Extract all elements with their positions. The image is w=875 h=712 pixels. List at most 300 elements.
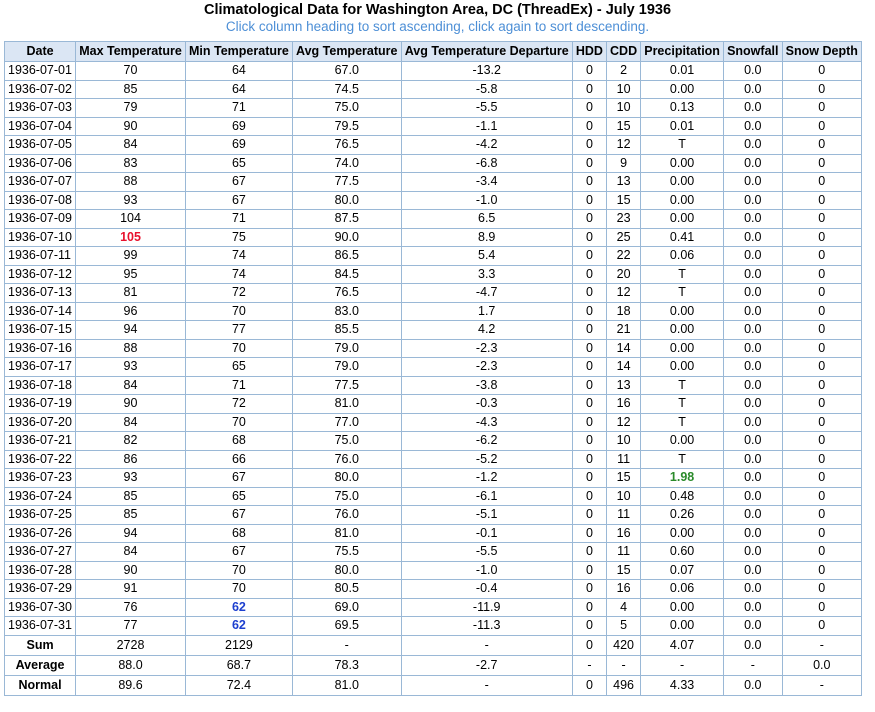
cell-avg-temperature-departure: -11.9 xyxy=(401,598,572,617)
cell-avg-temperature-departure: - xyxy=(401,675,572,695)
cell-avg-temperature-departure: -3.8 xyxy=(401,376,572,395)
table-row xyxy=(5,154,862,173)
table-row xyxy=(5,413,862,432)
cell-date: 1936-07-23 xyxy=(5,469,76,488)
cell-date: 1936-07-07 xyxy=(5,173,76,192)
cell-snowfall: 0.0 xyxy=(724,635,783,655)
cell-min-temperature: 65 xyxy=(185,358,292,377)
cell-avg-temperature-departure: 3.3 xyxy=(401,265,572,284)
cell-hdd: 0 xyxy=(572,395,606,414)
column-header-snowfall[interactable]: Snowfall xyxy=(724,42,783,62)
cell-precipitation: T xyxy=(641,450,724,469)
cell-avg-temperature-departure: -1.0 xyxy=(401,191,572,210)
table-row xyxy=(5,99,862,118)
cell-cdd: 10 xyxy=(607,432,641,451)
cell-cdd: 16 xyxy=(607,580,641,599)
cell-cdd: 10 xyxy=(607,80,641,99)
cell-snowfall: 0.0 xyxy=(724,191,783,210)
cell-snow-depth: 0 xyxy=(782,358,861,377)
cell-date: 1936-07-28 xyxy=(5,561,76,580)
cell-cdd: 10 xyxy=(607,99,641,118)
cell-snow-depth: 0 xyxy=(782,265,861,284)
table-row xyxy=(5,265,862,284)
table-row xyxy=(5,450,862,469)
cell-max-temperature: 96 xyxy=(76,302,186,321)
cell-max-temperature: 89.6 xyxy=(76,675,186,695)
cell-precipitation: T xyxy=(641,265,724,284)
cell-hdd: 0 xyxy=(572,376,606,395)
table-row xyxy=(5,247,862,266)
table-row xyxy=(5,617,862,636)
cell-cdd: 12 xyxy=(607,284,641,303)
cell-date: 1936-07-08 xyxy=(5,191,76,210)
table-row xyxy=(5,210,862,229)
cell-min-temperature: 71 xyxy=(185,210,292,229)
cell-date: 1936-07-11 xyxy=(5,247,76,266)
cell-snow-depth: 0 xyxy=(782,580,861,599)
cell-snow-depth: - xyxy=(782,675,861,695)
cell-precipitation: 0.00 xyxy=(641,321,724,340)
table-row xyxy=(5,173,862,192)
cell-avg-temperature: 81.0 xyxy=(292,395,401,414)
cell-precipitation: 0.00 xyxy=(641,191,724,210)
cell-avg-temperature-departure: -5.1 xyxy=(401,506,572,525)
cell-date: 1936-07-04 xyxy=(5,117,76,136)
cell-hdd: 0 xyxy=(572,80,606,99)
cell-snowfall: 0.0 xyxy=(724,302,783,321)
cell-min-temperature: 2129 xyxy=(185,635,292,655)
cell-snow-depth: 0 xyxy=(782,376,861,395)
table-body xyxy=(5,62,862,696)
cell-precipitation: 0.00 xyxy=(641,358,724,377)
cell-avg-temperature-departure: -2.3 xyxy=(401,358,572,377)
cell-date: 1936-07-31 xyxy=(5,617,76,636)
cell-cdd: 21 xyxy=(607,321,641,340)
cell-snowfall: 0.0 xyxy=(724,284,783,303)
cell-max-temperature: 93 xyxy=(76,469,186,488)
cell-cdd: 9 xyxy=(607,154,641,173)
cell-min-temperature: 67 xyxy=(185,469,292,488)
cell-min-temperature: 71 xyxy=(185,99,292,118)
cell-avg-temperature-departure: -1.2 xyxy=(401,469,572,488)
cell-min-temperature xyxy=(185,598,292,617)
cell-cdd: 13 xyxy=(607,376,641,395)
cell-min-temperature: 64 xyxy=(185,62,292,81)
cell-avg-temperature: 79.5 xyxy=(292,117,401,136)
cell-avg-temperature: 86.5 xyxy=(292,247,401,266)
cell-cdd: 15 xyxy=(607,561,641,580)
column-header-precipitation[interactable]: Precipitation xyxy=(641,42,724,62)
cell-avg-temperature: 76.0 xyxy=(292,450,401,469)
cell-avg-temperature: 75.0 xyxy=(292,99,401,118)
cell-avg-temperature-departure: - xyxy=(401,635,572,655)
cell-avg-temperature: 75.0 xyxy=(292,487,401,506)
header-row xyxy=(5,42,862,62)
cell-snowfall: 0.0 xyxy=(724,561,783,580)
average-row xyxy=(5,655,862,675)
cell-hdd: 0 xyxy=(572,265,606,284)
cell-date: 1936-07-16 xyxy=(5,339,76,358)
cell-hdd: 0 xyxy=(572,247,606,266)
climate-data-table xyxy=(4,41,862,696)
cell-min-temperature: 67 xyxy=(185,173,292,192)
cell-avg-temperature-departure: -5.8 xyxy=(401,80,572,99)
cell-avg-temperature-departure: -0.3 xyxy=(401,395,572,414)
cell-cdd: 16 xyxy=(607,395,641,414)
cell-snowfall: 0.0 xyxy=(724,247,783,266)
cell-hdd: 0 xyxy=(572,506,606,525)
cell-hdd: 0 xyxy=(572,524,606,543)
cell-cdd: 12 xyxy=(607,136,641,155)
cell-avg-temperature-departure: -4.7 xyxy=(401,284,572,303)
cell-avg-temperature: 79.0 xyxy=(292,339,401,358)
cell-snow-depth: 0 xyxy=(782,117,861,136)
cell-avg-temperature: 80.0 xyxy=(292,191,401,210)
cell-avg-temperature-departure: -0.4 xyxy=(401,580,572,599)
cell-avg-temperature: 79.0 xyxy=(292,358,401,377)
cell-hdd: 0 xyxy=(572,173,606,192)
record-precip-value: 1.98 xyxy=(669,470,695,485)
cell-max-temperature: 93 xyxy=(76,191,186,210)
cell-hdd: 0 xyxy=(572,543,606,562)
cell-hdd: 0 xyxy=(572,302,606,321)
cell-snow-depth: 0 xyxy=(782,561,861,580)
cell-precipitation: 0.01 xyxy=(641,62,724,81)
cell-snowfall: 0.0 xyxy=(724,487,783,506)
cell-snowfall: 0.0 xyxy=(724,80,783,99)
cell-date: 1936-07-13 xyxy=(5,284,76,303)
cell-min-temperature: 72.4 xyxy=(185,675,292,695)
cell-snowfall: 0.0 xyxy=(724,339,783,358)
cell-precipitation: T xyxy=(641,284,724,303)
cell-max-temperature: 84 xyxy=(76,413,186,432)
cell-max-temperature: 79 xyxy=(76,99,186,118)
cell-avg-temperature-departure: -5.2 xyxy=(401,450,572,469)
cell-precipitation: 0.60 xyxy=(641,543,724,562)
cell-cdd: 496 xyxy=(607,675,641,695)
cell-max-temperature: 99 xyxy=(76,247,186,266)
cell-date: 1936-07-19 xyxy=(5,395,76,414)
table-row xyxy=(5,191,862,210)
cell-snow-depth: 0 xyxy=(782,302,861,321)
table-row xyxy=(5,469,862,488)
cell-snow-depth: - xyxy=(782,635,861,655)
cell-precipitation: 0.41 xyxy=(641,228,724,247)
cell-avg-temperature-departure: -6.2 xyxy=(401,432,572,451)
cell-avg-temperature: 87.5 xyxy=(292,210,401,229)
cell-precipitation: 0.06 xyxy=(641,580,724,599)
cell-avg-temperature-departure: -6.8 xyxy=(401,154,572,173)
cell-snow-depth: 0 xyxy=(782,191,861,210)
cell-max-temperature: 76 xyxy=(76,598,186,617)
cell-precipitation: 0.00 xyxy=(641,302,724,321)
cell-avg-temperature-departure: 6.5 xyxy=(401,210,572,229)
cell-snow-depth: 0 xyxy=(782,506,861,525)
cell-avg-temperature: 67.0 xyxy=(292,62,401,81)
record-low-value: 62 xyxy=(231,618,246,633)
cell-date: 1936-07-22 xyxy=(5,450,76,469)
cell-date: 1936-07-24 xyxy=(5,487,76,506)
cell-date: 1936-07-17 xyxy=(5,358,76,377)
cell-hdd: 0 xyxy=(572,561,606,580)
cell-snowfall: 0.0 xyxy=(724,265,783,284)
cell-snowfall: 0.0 xyxy=(724,117,783,136)
cell-avg-temperature: 74.0 xyxy=(292,154,401,173)
cell-avg-temperature-departure: -2.7 xyxy=(401,655,572,675)
cell-hdd: 0 xyxy=(572,228,606,247)
cell-snowfall: 0.0 xyxy=(724,524,783,543)
cell-precipitation: 0.00 xyxy=(641,432,724,451)
cell-snowfall: 0.0 xyxy=(724,173,783,192)
cell-avg-temperature-departure: -5.5 xyxy=(401,99,572,118)
cell-cdd: 15 xyxy=(607,469,641,488)
cell-snowfall: 0.0 xyxy=(724,617,783,636)
cell-snowfall: 0.0 xyxy=(724,358,783,377)
table-row xyxy=(5,432,862,451)
cell-snow-depth: 0 xyxy=(782,339,861,358)
cell-max-temperature: 86 xyxy=(76,450,186,469)
cell-cdd: 23 xyxy=(607,210,641,229)
cell-date: 1936-07-30 xyxy=(5,598,76,617)
cell-snow-depth: 0 xyxy=(782,598,861,617)
cell-precipitation: 4.07 xyxy=(641,635,724,655)
column-header-snow-depth[interactable]: Snow Depth xyxy=(782,42,861,62)
cell-min-temperature: 68.7 xyxy=(185,655,292,675)
table-row xyxy=(5,339,862,358)
cell-min-temperature: 65 xyxy=(185,154,292,173)
column-header-min-temperature[interactable]: Min Temperature xyxy=(185,42,292,62)
summary-label: Average xyxy=(5,655,76,675)
cell-cdd: 18 xyxy=(607,302,641,321)
cell-precipitation: 0.26 xyxy=(641,506,724,525)
cell-avg-temperature-departure: 5.4 xyxy=(401,247,572,266)
cell-snow-depth: 0 xyxy=(782,173,861,192)
summary-label: Normal xyxy=(5,675,76,695)
cell-min-temperature: 66 xyxy=(185,450,292,469)
cell-min-temperature: 77 xyxy=(185,321,292,340)
cell-snow-depth: 0 xyxy=(782,62,861,81)
cell-avg-temperature-departure: 1.7 xyxy=(401,302,572,321)
cell-min-temperature: 70 xyxy=(185,561,292,580)
column-header-cdd[interactable]: CDD xyxy=(607,42,641,62)
cell-snowfall: 0.0 xyxy=(724,99,783,118)
cell-avg-temperature: 81.0 xyxy=(292,524,401,543)
cell-date: 1936-07-14 xyxy=(5,302,76,321)
summary-label: Sum xyxy=(5,635,76,655)
table-row xyxy=(5,524,862,543)
cell-date: 1936-07-25 xyxy=(5,506,76,525)
cell-cdd: 11 xyxy=(607,506,641,525)
cell-hdd: 0 xyxy=(572,284,606,303)
cell-max-temperature xyxy=(76,228,186,247)
cell-avg-temperature-departure: -5.5 xyxy=(401,543,572,562)
cell-cdd: 12 xyxy=(607,413,641,432)
cell-max-temperature: 84 xyxy=(76,136,186,155)
cell-snow-depth: 0 xyxy=(782,395,861,414)
cell-cdd: 14 xyxy=(607,339,641,358)
cell-snow-depth: 0 xyxy=(782,617,861,636)
cell-snowfall: 0.0 xyxy=(724,228,783,247)
sort-instructions: Click column heading to sort ascending, click again to sort descending. xyxy=(225,19,650,34)
cell-avg-temperature: 80.0 xyxy=(292,561,401,580)
cell-max-temperature: 85 xyxy=(76,487,186,506)
cell-precipitation: 0.48 xyxy=(641,487,724,506)
cell-avg-temperature: 77.5 xyxy=(292,376,401,395)
table-row xyxy=(5,598,862,617)
cell-date: 1936-07-02 xyxy=(5,80,76,99)
cell-max-temperature: 85 xyxy=(76,80,186,99)
table-row xyxy=(5,136,862,155)
cell-min-temperature: 72 xyxy=(185,284,292,303)
cell-avg-temperature-departure: -4.3 xyxy=(401,413,572,432)
cell-precipitation: T xyxy=(641,395,724,414)
column-header-max-temperature[interactable]: Max Temperature xyxy=(76,42,186,62)
table-row xyxy=(5,284,862,303)
table-row xyxy=(5,543,862,562)
cell-hdd: 0 xyxy=(572,358,606,377)
cell-min-temperature: 67 xyxy=(185,191,292,210)
cell-date: 1936-07-21 xyxy=(5,432,76,451)
cell-avg-temperature-departure: -4.2 xyxy=(401,136,572,155)
cell-cdd: 15 xyxy=(607,117,641,136)
cell-hdd: 0 xyxy=(572,413,606,432)
cell-avg-temperature: 84.5 xyxy=(292,265,401,284)
column-header-avg-temperature[interactable]: Avg Temperature xyxy=(292,42,401,62)
cell-avg-temperature: 80.0 xyxy=(292,469,401,488)
cell-hdd: 0 xyxy=(572,62,606,81)
table-row xyxy=(5,117,862,136)
cell-snow-depth: 0 xyxy=(782,99,861,118)
cell-snowfall: 0.0 xyxy=(724,376,783,395)
cell-precipitation: 0.00 xyxy=(641,80,724,99)
cell-snow-depth: 0 xyxy=(782,136,861,155)
cell-max-temperature: 90 xyxy=(76,117,186,136)
cell-snow-depth: 0 xyxy=(782,543,861,562)
cell-cdd: - xyxy=(607,655,641,675)
cell-max-temperature: 85 xyxy=(76,506,186,525)
cell-min-temperature: 64 xyxy=(185,80,292,99)
cell-max-temperature: 91 xyxy=(76,580,186,599)
cell-snowfall: 0.0 xyxy=(724,469,783,488)
cell-date: 1936-07-29 xyxy=(5,580,76,599)
cell-hdd: - xyxy=(572,655,606,675)
cell-avg-temperature: 85.5 xyxy=(292,321,401,340)
cell-avg-temperature-departure: -6.1 xyxy=(401,487,572,506)
column-header-avg-temperature-departure[interactable]: Avg Temperature Departure xyxy=(401,42,572,62)
cell-date: 1936-07-15 xyxy=(5,321,76,340)
cell-date: 1936-07-09 xyxy=(5,210,76,229)
cell-min-temperature: 68 xyxy=(185,432,292,451)
normal-row xyxy=(5,675,862,695)
cell-hdd: 0 xyxy=(572,210,606,229)
cell-precipitation: 0.13 xyxy=(641,99,724,118)
cell-precipitation: 0.00 xyxy=(641,173,724,192)
cell-min-temperature: 70 xyxy=(185,302,292,321)
table-row xyxy=(5,228,862,247)
cell-avg-temperature: 76.5 xyxy=(292,136,401,155)
cell-cdd: 20 xyxy=(607,265,641,284)
cell-avg-temperature: 76.0 xyxy=(292,506,401,525)
page-header xyxy=(0,2,875,35)
cell-cdd: 25 xyxy=(607,228,641,247)
record-high-value: 105 xyxy=(120,229,141,244)
cell-max-temperature: 70 xyxy=(76,62,186,81)
cell-snowfall: - xyxy=(724,655,783,675)
cell-snowfall: 0.0 xyxy=(724,413,783,432)
cell-avg-temperature: 75.5 xyxy=(292,543,401,562)
cell-snow-depth: 0 xyxy=(782,413,861,432)
cell-max-temperature: 90 xyxy=(76,395,186,414)
cell-min-temperature: 65 xyxy=(185,487,292,506)
cell-max-temperature: 93 xyxy=(76,358,186,377)
cell-avg-temperature-departure: -13.2 xyxy=(401,62,572,81)
cell-hdd: 0 xyxy=(572,191,606,210)
cell-max-temperature: 95 xyxy=(76,265,186,284)
cell-snow-depth: 0 xyxy=(782,247,861,266)
cell-snow-depth: 0 xyxy=(782,469,861,488)
cell-date: 1936-07-06 xyxy=(5,154,76,173)
cell-snowfall: 0.0 xyxy=(724,506,783,525)
cell-date: 1936-07-05 xyxy=(5,136,76,155)
cell-min-temperature: 70 xyxy=(185,413,292,432)
cell-snow-depth: 0 xyxy=(782,321,861,340)
cell-snow-depth: 0 xyxy=(782,524,861,543)
cell-avg-temperature-departure: -11.3 xyxy=(401,617,572,636)
cell-snow-depth: 0.0 xyxy=(782,655,861,675)
cell-date: 1936-07-03 xyxy=(5,99,76,118)
cell-cdd: 11 xyxy=(607,450,641,469)
column-header-date[interactable]: Date xyxy=(5,42,76,62)
cell-avg-temperature-departure: -1.1 xyxy=(401,117,572,136)
cell-min-temperature: 75 xyxy=(185,228,292,247)
cell-date: 1936-07-10 xyxy=(5,228,76,247)
cell-cdd: 13 xyxy=(607,173,641,192)
record-low-value: 62 xyxy=(231,599,246,614)
cell-avg-temperature-departure: 8.9 xyxy=(401,228,572,247)
cell-avg-temperature: 81.0 xyxy=(292,675,401,695)
cell-snowfall: 0.0 xyxy=(724,62,783,81)
cell-min-temperature: 72 xyxy=(185,395,292,414)
table-row xyxy=(5,395,862,414)
table-row xyxy=(5,376,862,395)
table-row xyxy=(5,80,862,99)
cell-cdd: 16 xyxy=(607,524,641,543)
cell-max-temperature: 84 xyxy=(76,543,186,562)
cell-hdd: 0 xyxy=(572,580,606,599)
cell-precipitation: 0.00 xyxy=(641,524,724,543)
cell-date: 1936-07-26 xyxy=(5,524,76,543)
cell-max-temperature: 88 xyxy=(76,173,186,192)
cell-snowfall: 0.0 xyxy=(724,136,783,155)
cell-precipitation: 0.00 xyxy=(641,154,724,173)
cell-avg-temperature: 76.5 xyxy=(292,284,401,303)
column-header-hdd[interactable]: HDD xyxy=(572,42,606,62)
cell-snowfall: 0.0 xyxy=(724,154,783,173)
cell-hdd: 0 xyxy=(572,154,606,173)
cell-hdd: 0 xyxy=(572,487,606,506)
cell-max-temperature: 94 xyxy=(76,321,186,340)
cell-cdd: 5 xyxy=(607,617,641,636)
cell-date: 1936-07-12 xyxy=(5,265,76,284)
cell-snowfall: 0.0 xyxy=(724,450,783,469)
cell-cdd: 14 xyxy=(607,358,641,377)
cell-precipitation: 0.00 xyxy=(641,210,724,229)
cell-avg-temperature: 83.0 xyxy=(292,302,401,321)
cell-min-temperature: 69 xyxy=(185,136,292,155)
cell-hdd: 0 xyxy=(572,321,606,340)
cell-max-temperature: 104 xyxy=(76,210,186,229)
cell-min-temperature: 74 xyxy=(185,265,292,284)
